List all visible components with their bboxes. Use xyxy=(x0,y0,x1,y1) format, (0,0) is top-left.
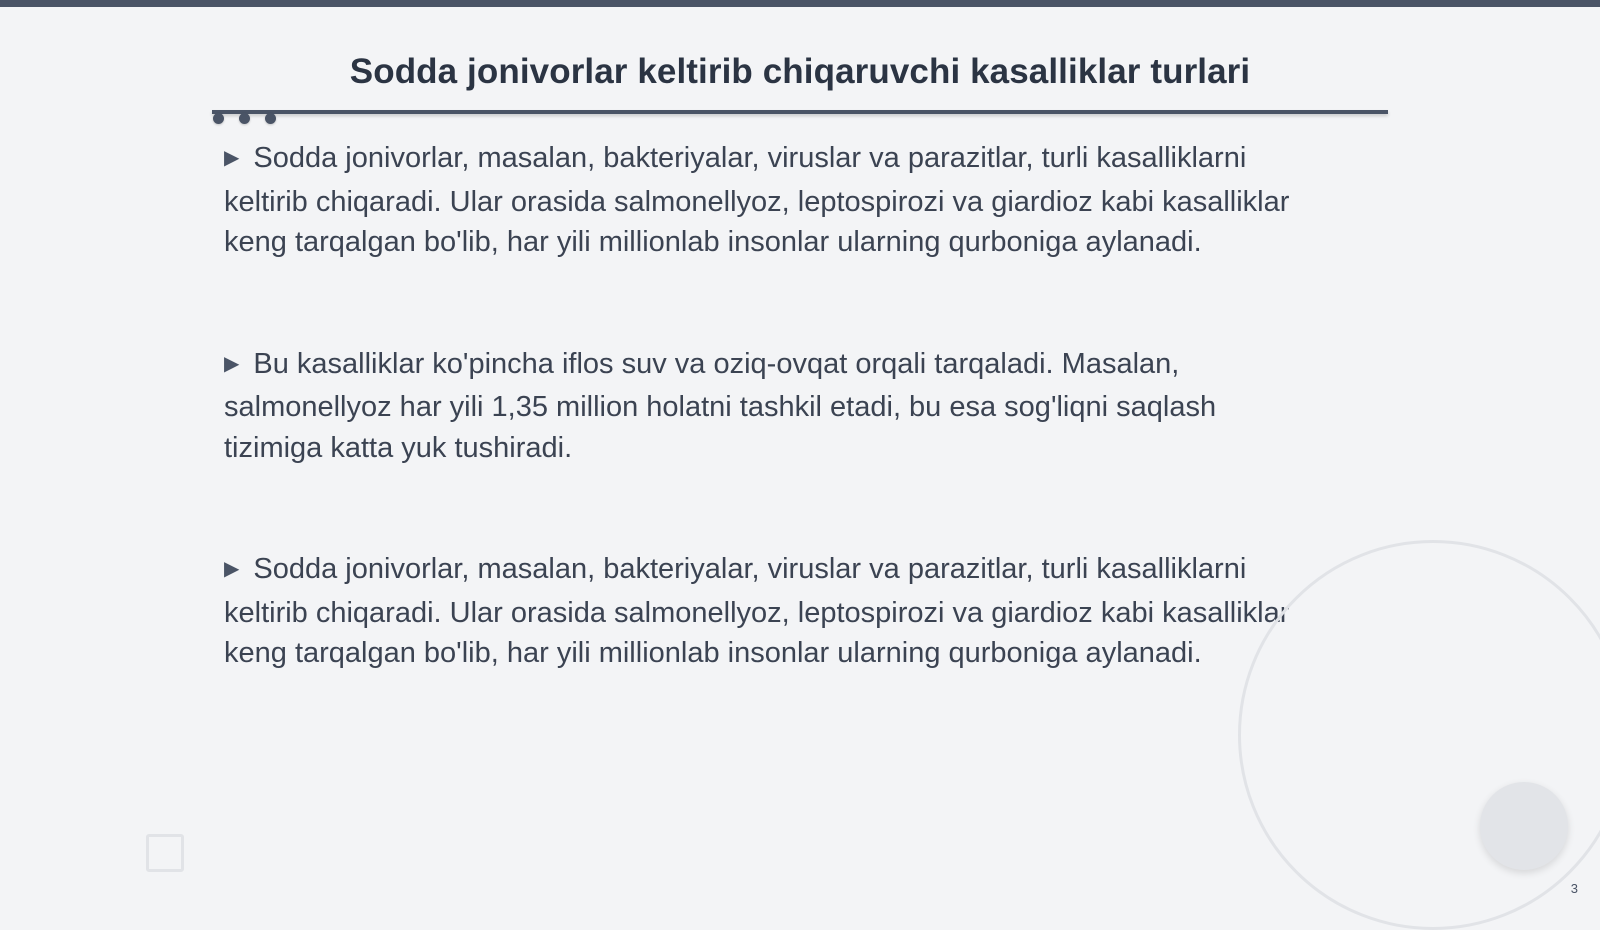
decorative-circle-filled xyxy=(1480,782,1568,870)
slide-title: Sodda jonivorlar keltirib chiqaruvchi kasalliklar turlari xyxy=(349,52,1251,91)
slide-body xyxy=(224,138,1354,755)
bullet-arrow-icon: ▶ xyxy=(224,147,240,169)
paragraph-line: tizimiga katta yuk tushiradi. xyxy=(224,431,573,464)
decorative-square-outline xyxy=(146,834,184,872)
decorative-dot-3 xyxy=(265,113,276,124)
paragraph-line: Sodda jonivorlar, masalan, bakteriyalar, viruslar va parazitlar, turli kasalliklarni xyxy=(253,553,1247,585)
paragraph-line: Sodda jonivorlar, masalan, bakteriyalar, viruslar va parazitlar, turli kasalliklarni xyxy=(253,142,1247,174)
bullet-paragraph-2 xyxy=(224,344,1354,469)
paragraph-line: keltirib chiqaradi. Ular orasida salmonellyoz, leptospirozi va giardioz kabi kasalliklar xyxy=(224,596,1290,629)
decorative-dot-1 xyxy=(213,113,224,124)
decorative-circle-outline xyxy=(1238,540,1600,930)
paragraph-line: keng tarqalgan bo'lib, har yili millionlab insonlar ularning qurboniga aylanadi. xyxy=(224,637,1202,669)
paragraph-line: salmonellyoz har yili 1,35 million holatni tashkil etadi, bu esa sog'liqni saqlash xyxy=(224,391,1217,423)
bullet-arrow-icon: ▶ xyxy=(224,558,240,580)
bullet-paragraph-1 xyxy=(224,138,1354,263)
paragraph-line: keng tarqalgan bo'lib, har yili millionlab insonlar ularning qurboniga aylanadi. xyxy=(224,226,1202,258)
paragraph-line: Bu kasalliklar ko'pincha iflos suv va oziq-ovqat orqali tarqaladi. Masalan, xyxy=(253,347,1180,380)
bullet-arrow-icon: ▶ xyxy=(224,352,240,375)
top-accent-bar xyxy=(0,0,1600,7)
slide-page-number: 3 xyxy=(1570,881,1578,896)
title-underline xyxy=(212,110,1388,114)
bullet-paragraph-3 xyxy=(224,549,1354,674)
decorative-dot-2 xyxy=(239,113,250,124)
paragraph-line: keltirib chiqaradi. Ular orasida salmonellyoz, leptospirozi va giardioz kabi kasalliklar xyxy=(224,185,1290,218)
